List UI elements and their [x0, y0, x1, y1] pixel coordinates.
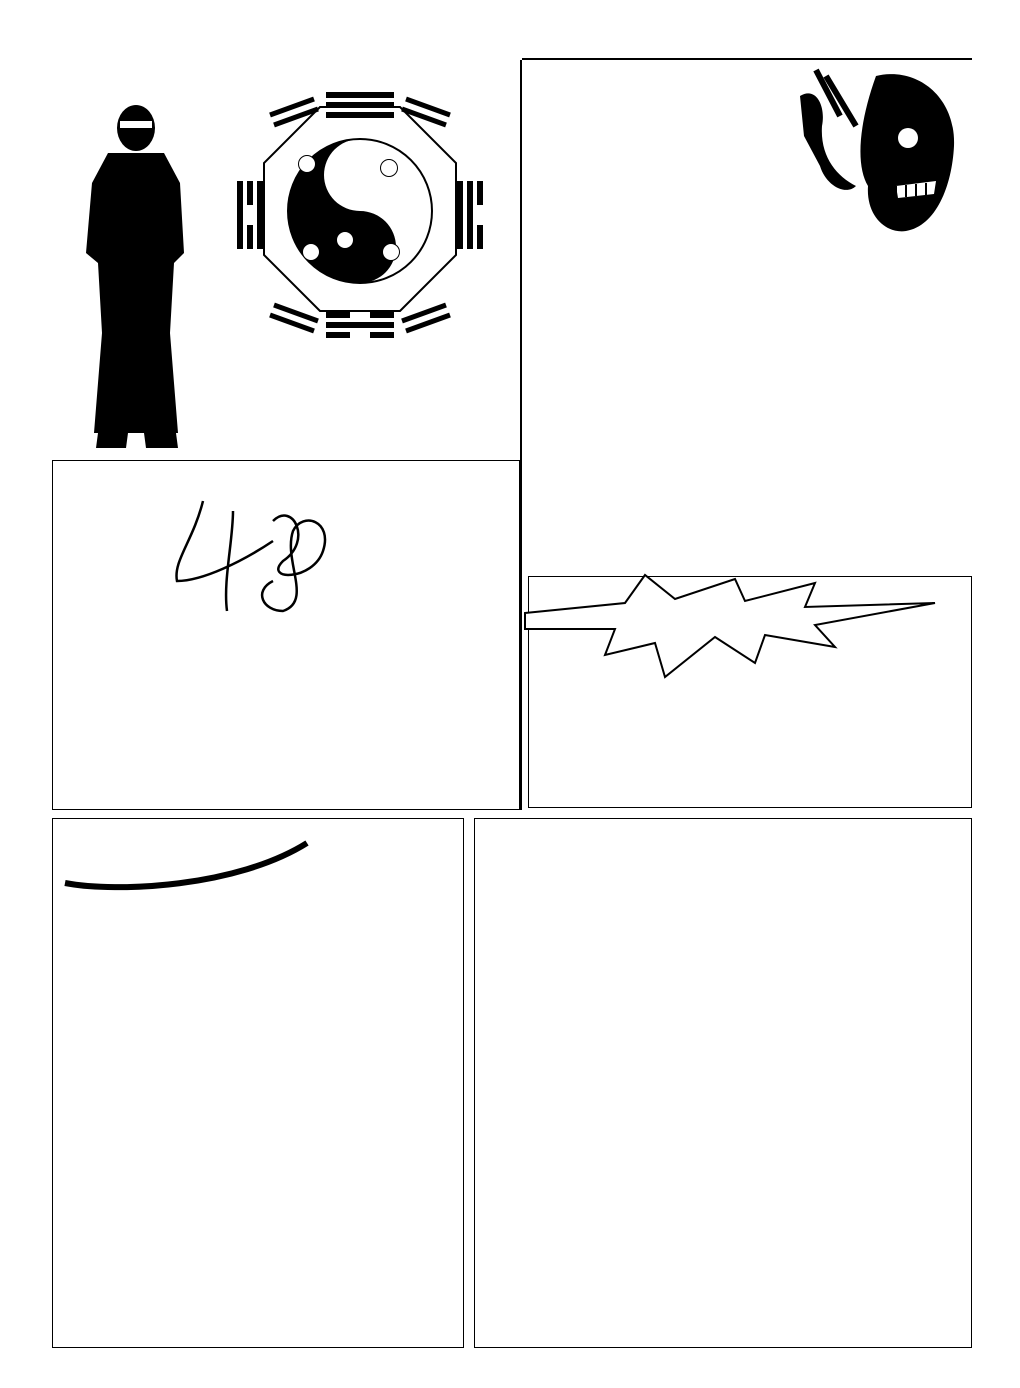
- border-top-right: [735, 22, 1003, 36]
- formula-section: [52, 818, 464, 1348]
- master-figure: [58, 103, 208, 453]
- bagua-diagram: [230, 85, 490, 345]
- bagua-number-1: [302, 243, 320, 261]
- face-illustration: [796, 66, 966, 236]
- border-bottom: [16, 1352, 1008, 1366]
- vertical-divider: [520, 60, 522, 810]
- poem-section: [474, 818, 972, 1348]
- xuanji-section: [52, 460, 520, 810]
- bagua-number-6: [382, 243, 400, 261]
- starburst: [515, 573, 955, 685]
- signature-scribble: [163, 481, 363, 621]
- border-left: [16, 40, 30, 1346]
- bagua-number-3: [380, 159, 398, 177]
- joke-section: [526, 62, 972, 562]
- bagua-section: [40, 55, 518, 455]
- formula-title-swoosh: [57, 823, 317, 893]
- poem-columns: [571, 1081, 891, 1321]
- bagua-number-5: [336, 231, 354, 249]
- bagua-number-7: [298, 155, 316, 173]
- strait-section: [528, 576, 972, 808]
- top-right-rule: [522, 58, 972, 60]
- border-top-left: [14, 24, 304, 38]
- border-right: [982, 55, 996, 1345]
- bagua-number-4: [348, 173, 366, 191]
